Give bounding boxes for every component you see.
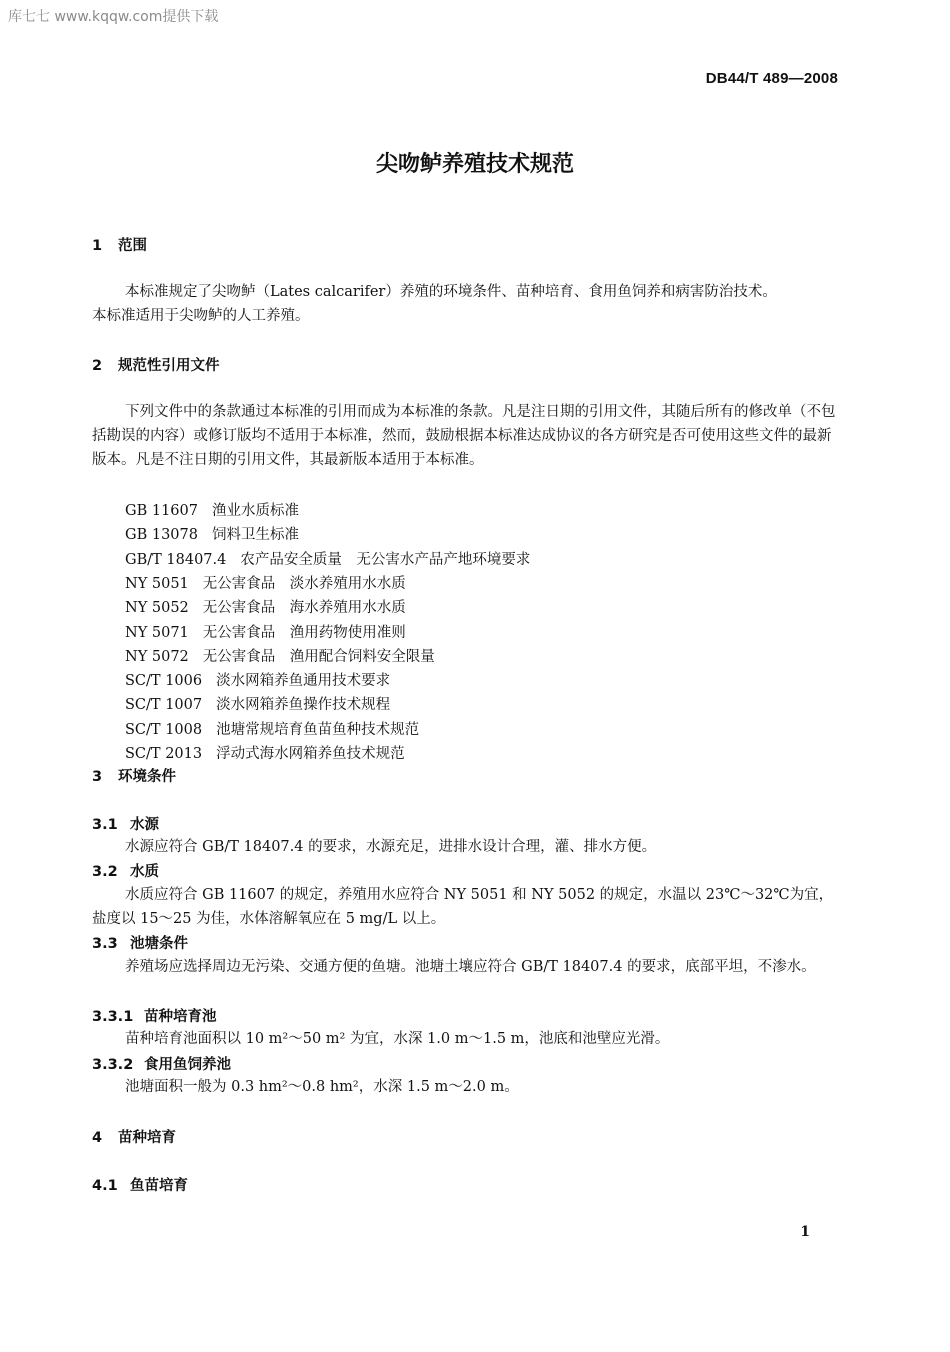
reference-item bbox=[125, 645, 435, 666]
reference-code: GB 11607 bbox=[125, 503, 198, 519]
section-3-2-text: 水质应符合 GB 11607 的规定，养殖用水应符合 NY 5051 和 NY 5052 的规定，水温以 23℃～32℃为宜，盐度以 15～25 为佳，水体溶解氧应在 5 mg/L 以上。 bbox=[92, 887, 834, 927]
section-number: 3.3 bbox=[92, 936, 118, 952]
document-title: 尖吻鲈养殖技术规范 bbox=[375, 152, 574, 177]
section-2-heading bbox=[92, 354, 220, 375]
section-title: 食用鱼饲养池 bbox=[144, 1057, 231, 1073]
section-1-heading bbox=[92, 234, 147, 255]
section-title: 苗种培育 bbox=[118, 1130, 176, 1146]
section-3-3-text: 养殖场应选择周边无污染、交通方便的鱼塘。池塘土壤应符合 GB/T 18407.4 的要求，底部平坦，不渗水。 bbox=[125, 959, 816, 975]
reference-code: SC/T 2013 bbox=[125, 746, 203, 762]
reference-item bbox=[125, 548, 530, 569]
section-4-1-heading bbox=[92, 1174, 188, 1195]
section-3-3-2-heading bbox=[92, 1053, 231, 1074]
section-3-1-heading bbox=[92, 813, 159, 834]
reference-title: 无公害食品 渔用配合饲料安全限量 bbox=[202, 648, 435, 665]
reference-title: 无公害食品 海水养殖用水水质 bbox=[202, 600, 406, 617]
reference-title: 农产品安全质量 无公害水产品产地环境要求 bbox=[240, 551, 531, 568]
section-3-3-1-text: 苗种培育池面积以 10 m²～50 m² 为宜，水深 1.0 m～1.5 m，池底和池壁应光滑。 bbox=[125, 1031, 670, 1047]
section-title: 范围 bbox=[118, 238, 147, 254]
section-title: 池塘条件 bbox=[130, 936, 188, 952]
reference-item bbox=[125, 523, 299, 544]
section-3-1-text: 水源应符合 GB/T 18407.4 的要求，水源充足，进排水设计合理，灌、排水方便。 bbox=[125, 839, 657, 855]
reference-item bbox=[125, 693, 390, 714]
reference-code: NY 5072 bbox=[125, 648, 189, 665]
reference-code: GB 13078 bbox=[125, 527, 198, 544]
section-3-heading bbox=[92, 765, 176, 786]
section-number: 3.1 bbox=[92, 817, 118, 833]
watermark-text: 库七七 www.kqqw.com提供下载 bbox=[8, 9, 219, 25]
section-title: 苗种培育池 bbox=[144, 1009, 217, 1025]
reference-item bbox=[125, 742, 405, 763]
reference-item bbox=[125, 669, 390, 690]
reference-title: 无公害食品 渔用药物使用准则 bbox=[202, 624, 406, 641]
section-number: 4.1 bbox=[92, 1178, 118, 1194]
reference-item bbox=[125, 596, 406, 617]
section-title: 鱼苗培育 bbox=[130, 1178, 188, 1194]
section-3-3-2-text: 池塘面积一般为 0.3 hm²～0.8 hm²，水深 1.5 m～2.0 m。 bbox=[125, 1079, 519, 1095]
reference-code: SC/T 1008 bbox=[125, 721, 203, 738]
section-number: 1 bbox=[92, 238, 103, 254]
reference-item bbox=[125, 718, 419, 739]
page-number: 1 bbox=[800, 1224, 810, 1240]
section-title: 环境条件 bbox=[118, 769, 176, 785]
reference-code: GB/T 18407.4 bbox=[125, 551, 227, 568]
reference-title: 渔业水质标准 bbox=[211, 503, 299, 519]
reference-code: SC/T 1006 bbox=[125, 673, 203, 690]
standard-number: DB44/T 489—2008 bbox=[705, 70, 838, 87]
section-1-para-1: 本标准规定了尖吻鲈（Lates calcarifer）养殖的环境条件、苗种培育、食用鱼饲养和病害防治技术。 bbox=[125, 284, 777, 300]
reference-item bbox=[125, 572, 406, 593]
reference-title: 淡水网箱养鱼操作技术规程 bbox=[216, 697, 391, 714]
reference-title: 池塘常规培育鱼苗鱼种技术规范 bbox=[216, 721, 420, 738]
section-title: 水源 bbox=[130, 817, 159, 833]
reference-item bbox=[125, 621, 406, 642]
reference-code: NY 5071 bbox=[125, 624, 189, 641]
reference-title: 饲料卫生标准 bbox=[211, 527, 299, 544]
reference-code: NY 5051 bbox=[125, 575, 189, 592]
section-number: 3.3.2 bbox=[92, 1057, 134, 1073]
section-number: 3.2 bbox=[92, 864, 118, 880]
reference-title: 淡水网箱养鱼通用技术要求 bbox=[216, 673, 391, 690]
section-1-para-2: 本标准适用于尖吻鲈的人工养殖。 bbox=[92, 308, 310, 324]
section-3-2-heading bbox=[92, 860, 159, 881]
section-3-3-1-heading bbox=[92, 1005, 217, 1026]
section-2-paragraph: 下列文件中的条款通过本标准的引用而成为本标准的条款。凡是注日期的引用文件，其随后所有的修改单（不包括勘误的内容）或修订版均不适用于本标准，然而，鼓励根据本标准达成协议的各方研究是否可使用这些文件的最新版本。凡是不注日期的引用文件，其最新版本适用于本标准。 bbox=[92, 404, 836, 468]
reference-item bbox=[125, 499, 299, 520]
section-4-heading bbox=[92, 1126, 176, 1147]
section-number: 4 bbox=[92, 1130, 103, 1146]
section-3-3-heading bbox=[92, 932, 188, 953]
section-number: 3.3.1 bbox=[92, 1009, 134, 1025]
section-number: 2 bbox=[92, 358, 103, 374]
section-number: 3 bbox=[92, 769, 103, 785]
section-title: 水质 bbox=[130, 864, 159, 880]
section-title: 规范性引用文件 bbox=[118, 358, 220, 374]
reference-title: 无公害食品 淡水养殖用水水质 bbox=[202, 575, 406, 592]
reference-code: NY 5052 bbox=[125, 600, 189, 617]
reference-title: 浮动式海水网箱养鱼技术规范 bbox=[216, 746, 405, 762]
reference-code: SC/T 1007 bbox=[125, 697, 203, 714]
